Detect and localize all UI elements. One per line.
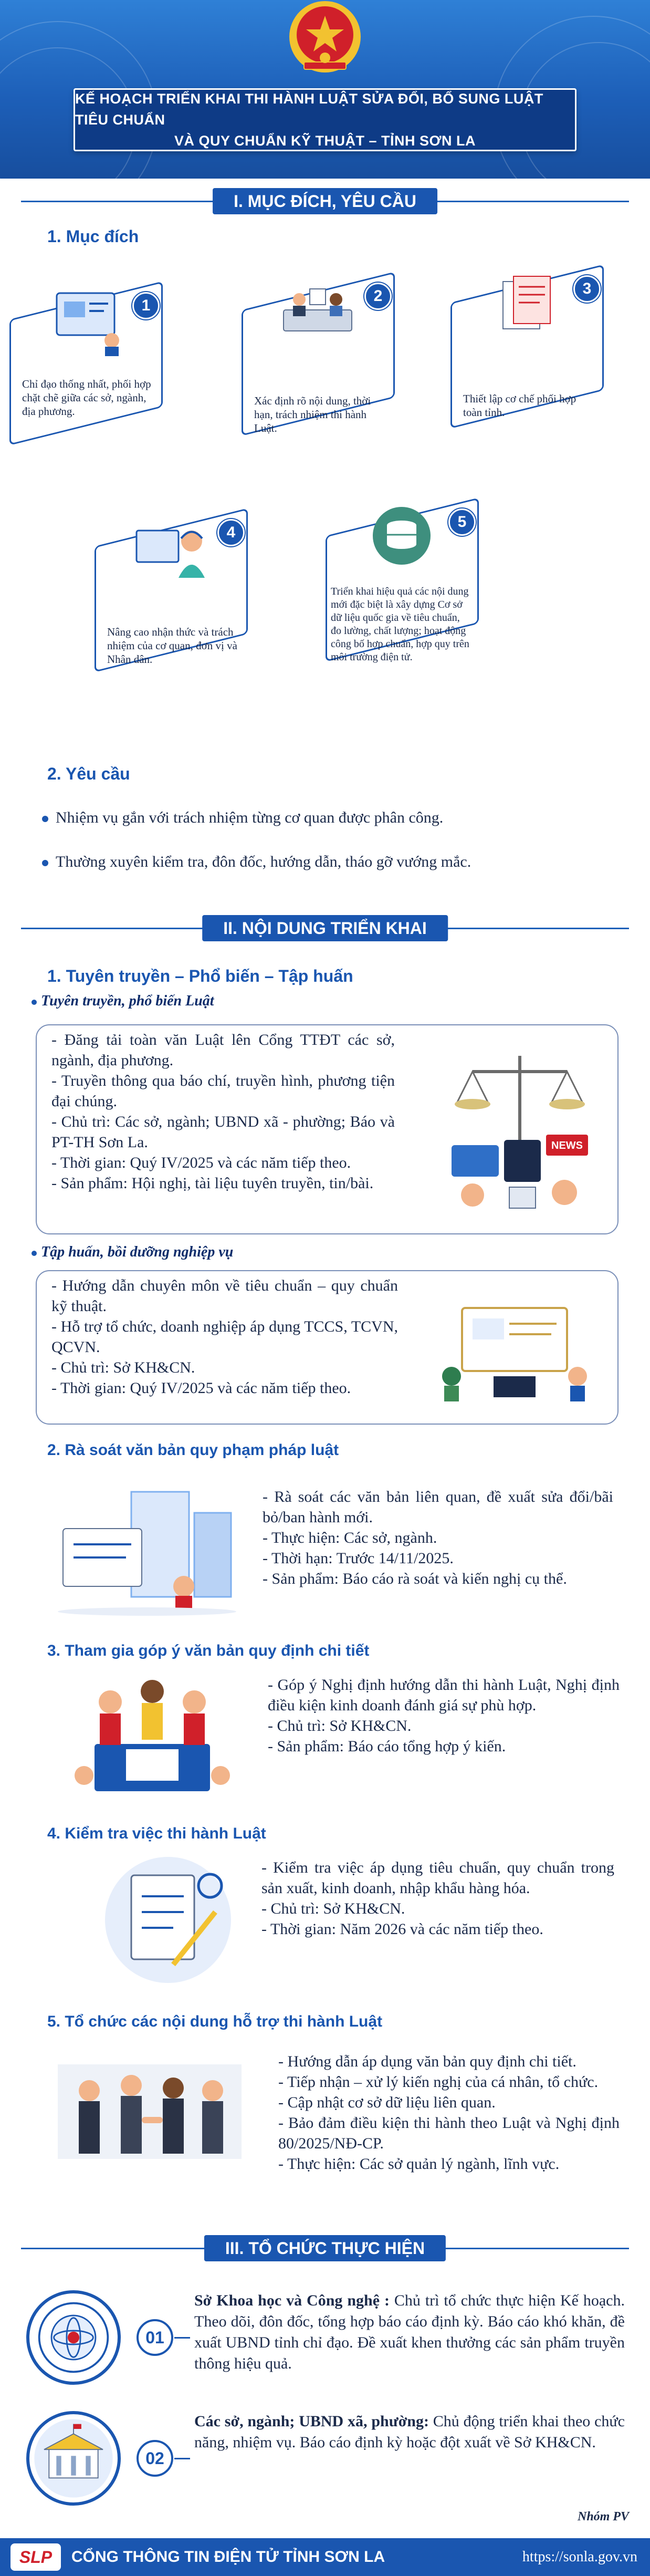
section-3-title: III. TỔ CHỨC THỰC HIỆN bbox=[204, 2235, 446, 2261]
sub5-line: - Bảo đảm điều kiện thi hành theo Luật và Nghị định 80/2025/NĐ-CP. bbox=[278, 2114, 620, 2152]
card-text-4: Nâng cao nhận thức và trách nhiệm của cơ quan, đơn vị và Nhân dân. bbox=[107, 626, 237, 666]
team-collaboration-icon bbox=[63, 1670, 242, 1807]
purpose-card-1 bbox=[9, 288, 163, 445]
sub4-line: - Thời gian: Năm 2026 và các năm tiếp theo. bbox=[261, 1920, 543, 1938]
card-number-4: 4 bbox=[217, 519, 245, 546]
org-item-2 bbox=[26, 2406, 625, 2511]
card-number-2: 2 bbox=[364, 283, 392, 310]
sub1b-content bbox=[51, 1275, 398, 1398]
sub1a-line: - Truyền thông qua báo chí, truyền hình, phương tiện đại chúng. bbox=[51, 1072, 395, 1110]
science-department-logo-icon bbox=[26, 2290, 121, 2385]
purpose-card-5 bbox=[326, 504, 479, 662]
title-line-1: KẾ HOẠCH TRIỂN KHAI THI HÀNH LUẬT SỬA ĐỔI, BỔ SUNG LUẬT TIÊU CHUẨN bbox=[75, 91, 543, 128]
section-1-header bbox=[0, 188, 650, 214]
sub1a-title: Tuyên truyền, phổ biến Luật bbox=[32, 993, 214, 1010]
section-3-header bbox=[0, 2235, 650, 2261]
sub2-line: - Thực hiện: Các sở, ngành. bbox=[263, 1529, 437, 1546]
card-number-3: 3 bbox=[573, 275, 601, 303]
purpose-title: 1. Mục đích bbox=[47, 227, 139, 246]
document-review-icon bbox=[53, 1481, 242, 1618]
sub1b-line: - Hỗ trợ tổ chức, doanh nghiệp áp dụng TCCS, TCVN, QCVN. bbox=[51, 1318, 398, 1356]
section-2-header bbox=[0, 915, 650, 941]
government-building-icon bbox=[26, 2411, 121, 2506]
national-emblem-icon bbox=[283, 0, 367, 79]
sub2-content bbox=[263, 1487, 613, 1589]
support-agent-icon bbox=[126, 515, 215, 583]
org-text-2 bbox=[194, 2411, 625, 2453]
portal-name: CỔNG THÔNG TIN ĐIỆN TỬ TỈNH SƠN LA bbox=[71, 2548, 385, 2565]
card-text-5: Triển khai hiệu quả các nội dung mới đặc biệt là xây dựng Cơ sở dữ liệu quốc gia về tiêu chuẩn, đo lường, chất lượng; hoạt động công bố hợp chuẩn, hợp quy trên môi trường điện tử. bbox=[331, 586, 469, 663]
sub3-line: - Chủ trì: Sở KH&CN. bbox=[268, 1717, 412, 1734]
sub4-content bbox=[261, 1857, 614, 1939]
org-lead-1: Sở Khoa học và Công nghệ : bbox=[194, 2292, 390, 2309]
org-number-2: 02 bbox=[137, 2440, 173, 2477]
sub5-line: - Cập nhật cơ sở dữ liệu liên quan. bbox=[278, 2094, 496, 2111]
purpose-card-4 bbox=[95, 515, 248, 672]
sub5-title: 5. Tổ chức các nội dung hỗ trợ thi hành Luật bbox=[47, 2013, 383, 2030]
author-credit: Nhóm PV bbox=[577, 2510, 629, 2523]
sub1a-line: - Thời gian: Quý IV/2025 và các năm tiếp theo. bbox=[51, 1154, 351, 1171]
sub1b-title: Tập huấn, bồi dưỡng nghiệp vụ bbox=[32, 1244, 233, 1261]
sub3-title: 3. Tham gia góp ý văn bản quy định chi tiết bbox=[47, 1642, 370, 1659]
org-text-1 bbox=[194, 2290, 625, 2374]
card-text-3: Thiết lập cơ chế phối hợp toàn tỉnh. bbox=[463, 392, 576, 419]
sub3-line: - Góp ý Nghị định hướng dẫn thi hành Luật, Nghị định điều kiện kinh doanh đánh giá sự phù hợp. bbox=[268, 1676, 620, 1714]
team-meeting-icon bbox=[273, 278, 362, 347]
sub1-title: 1. Tuyên truyền – Phổ biến – Tập huấn bbox=[47, 967, 353, 985]
portal-logo: SLP bbox=[11, 2543, 61, 2571]
presentation-icon bbox=[41, 288, 130, 356]
sub3-content bbox=[268, 1675, 620, 1757]
sub2-line: - Thời hạn: Trước 14/11/2025. bbox=[263, 1550, 454, 1567]
requirement-title: 2. Yêu cầu bbox=[47, 764, 130, 783]
sub1b-line: - Chủ trì: Sở KH&CN. bbox=[51, 1359, 195, 1376]
sub1a-content bbox=[51, 1030, 395, 1193]
section-2-title: II. NỘI DUNG TRIỂN KHAI bbox=[202, 915, 448, 941]
database-icon bbox=[357, 504, 446, 573]
card-number-5: 5 bbox=[448, 508, 476, 536]
org-body-1: Chủ trì tổ chức thực hiện Kế hoạch. Theo dõi, đôn đốc, tổng hợp báo cáo định kỳ. Báo cáo khó khăn, đề xuất UBND tỉnh chỉ đạo. Đề xuất khen thưởng các sản phẩm truyền thông hiệu quả. bbox=[194, 2292, 625, 2372]
header-banner bbox=[0, 0, 650, 179]
documents-icon bbox=[482, 271, 571, 339]
card-number-1: 1 bbox=[132, 292, 160, 319]
sub3-line: - Sản phẩm: Báo cáo tổng hợp ý kiến. bbox=[268, 1738, 506, 1755]
scales-of-justice-icon bbox=[441, 1045, 599, 1213]
org-body-2: Chủ động triển khai theo chức năng, nhiệm vụ. Báo cáo định kỳ hoặc đột xuất về Sở KH&CN. bbox=[194, 2413, 625, 2451]
requirement-item: Nhiệm vụ gắn với trách nhiệm từng cơ quan được phân công. bbox=[42, 809, 443, 827]
org-number-1: 01 bbox=[137, 2319, 173, 2356]
requirement-item: Thường xuyên kiểm tra, đôn đốc, hướng dẫn, tháo gỡ vướng mắc. bbox=[42, 853, 471, 871]
sub4-title: 4. Kiểm tra việc thi hành Luật bbox=[47, 1825, 266, 1842]
org-lead-2: Các sở, ngành; UBND xã, phường: bbox=[194, 2413, 429, 2430]
sub4-line: - Kiểm tra việc áp dụng tiêu chuẩn, quy chuẩn trong sản xuất, kinh doanh, nhập khẩu hàng hóa. bbox=[261, 1859, 614, 1897]
sub1a-line: - Chủ trì: Các sở, ngành; UBND xã - phường; Báo và PT-TH Sơn La. bbox=[51, 1113, 395, 1151]
org-item-1 bbox=[26, 2285, 625, 2390]
sub2-line: - Rà soát các văn bản liên quan, đề xuất sửa đổi/bãi bỏ/ban hành mới. bbox=[263, 1488, 613, 1526]
portal-url-link[interactable]: https://sonla.gov.vn bbox=[522, 2549, 637, 2565]
sub5-line: - Hướng dẫn áp dụng văn bản quy định chi tiết. bbox=[278, 2053, 576, 2070]
purpose-card-2 bbox=[242, 278, 395, 436]
section-1-title: I. MỤC ĐÍCH, YÊU CẦU bbox=[213, 188, 437, 214]
sub2-title: 2. Rà soát văn bản quy phạm pháp luật bbox=[47, 1441, 339, 1459]
sub5-line: - Thực hiện: Các sở quản lý ngành, lĩnh vực. bbox=[278, 2155, 560, 2173]
sub5-content bbox=[278, 2051, 620, 2174]
footer-bar bbox=[0, 2538, 650, 2576]
handshake-business-icon bbox=[58, 2064, 242, 2159]
svg-text:NEWS: NEWS bbox=[551, 1140, 583, 1151]
card-text-2: Xác định rõ nội dung, thời hạn, trách nhiệm thi hành Luật. bbox=[254, 394, 371, 434]
sub1b-line: - Thời gian: Quý IV/2025 và các năm tiếp theo. bbox=[51, 1379, 351, 1397]
sub5-line: - Tiếp nhận – xử lý kiến nghị của cá nhân, tổ chức. bbox=[278, 2073, 599, 2091]
sub4-line: - Chủ trì: Sở KH&CN. bbox=[261, 1900, 405, 1917]
page-title bbox=[74, 88, 576, 151]
purpose-card-3 bbox=[450, 271, 604, 429]
inspection-checklist-icon bbox=[95, 1854, 242, 1986]
sub1a-line: - Sản phẩm: Hội nghị, tài liệu tuyên truyền, tin/bài. bbox=[51, 1175, 374, 1192]
sub1b-line: - Hướng dẫn chuyên môn về tiêu chuẩn – quy chuẩn kỹ thuật. bbox=[51, 1277, 398, 1315]
training-icon bbox=[431, 1297, 599, 1403]
title-line-2: VÀ QUY CHUẨN KỸ THUẬT – TỈNH SƠN LA bbox=[174, 133, 476, 149]
sub2-line: - Sản phẩm: Báo cáo rà soát và kiến nghị cụ thể. bbox=[263, 1570, 567, 1587]
card-text-1: Chỉ đạo thống nhất, phối hợp chặt chẽ giữa các sở, ngành, địa phương. bbox=[22, 378, 151, 418]
sub1a-line: - Đăng tải toàn văn Luật lên Cổng TTĐT các sở, ngành, địa phương. bbox=[51, 1031, 395, 1069]
